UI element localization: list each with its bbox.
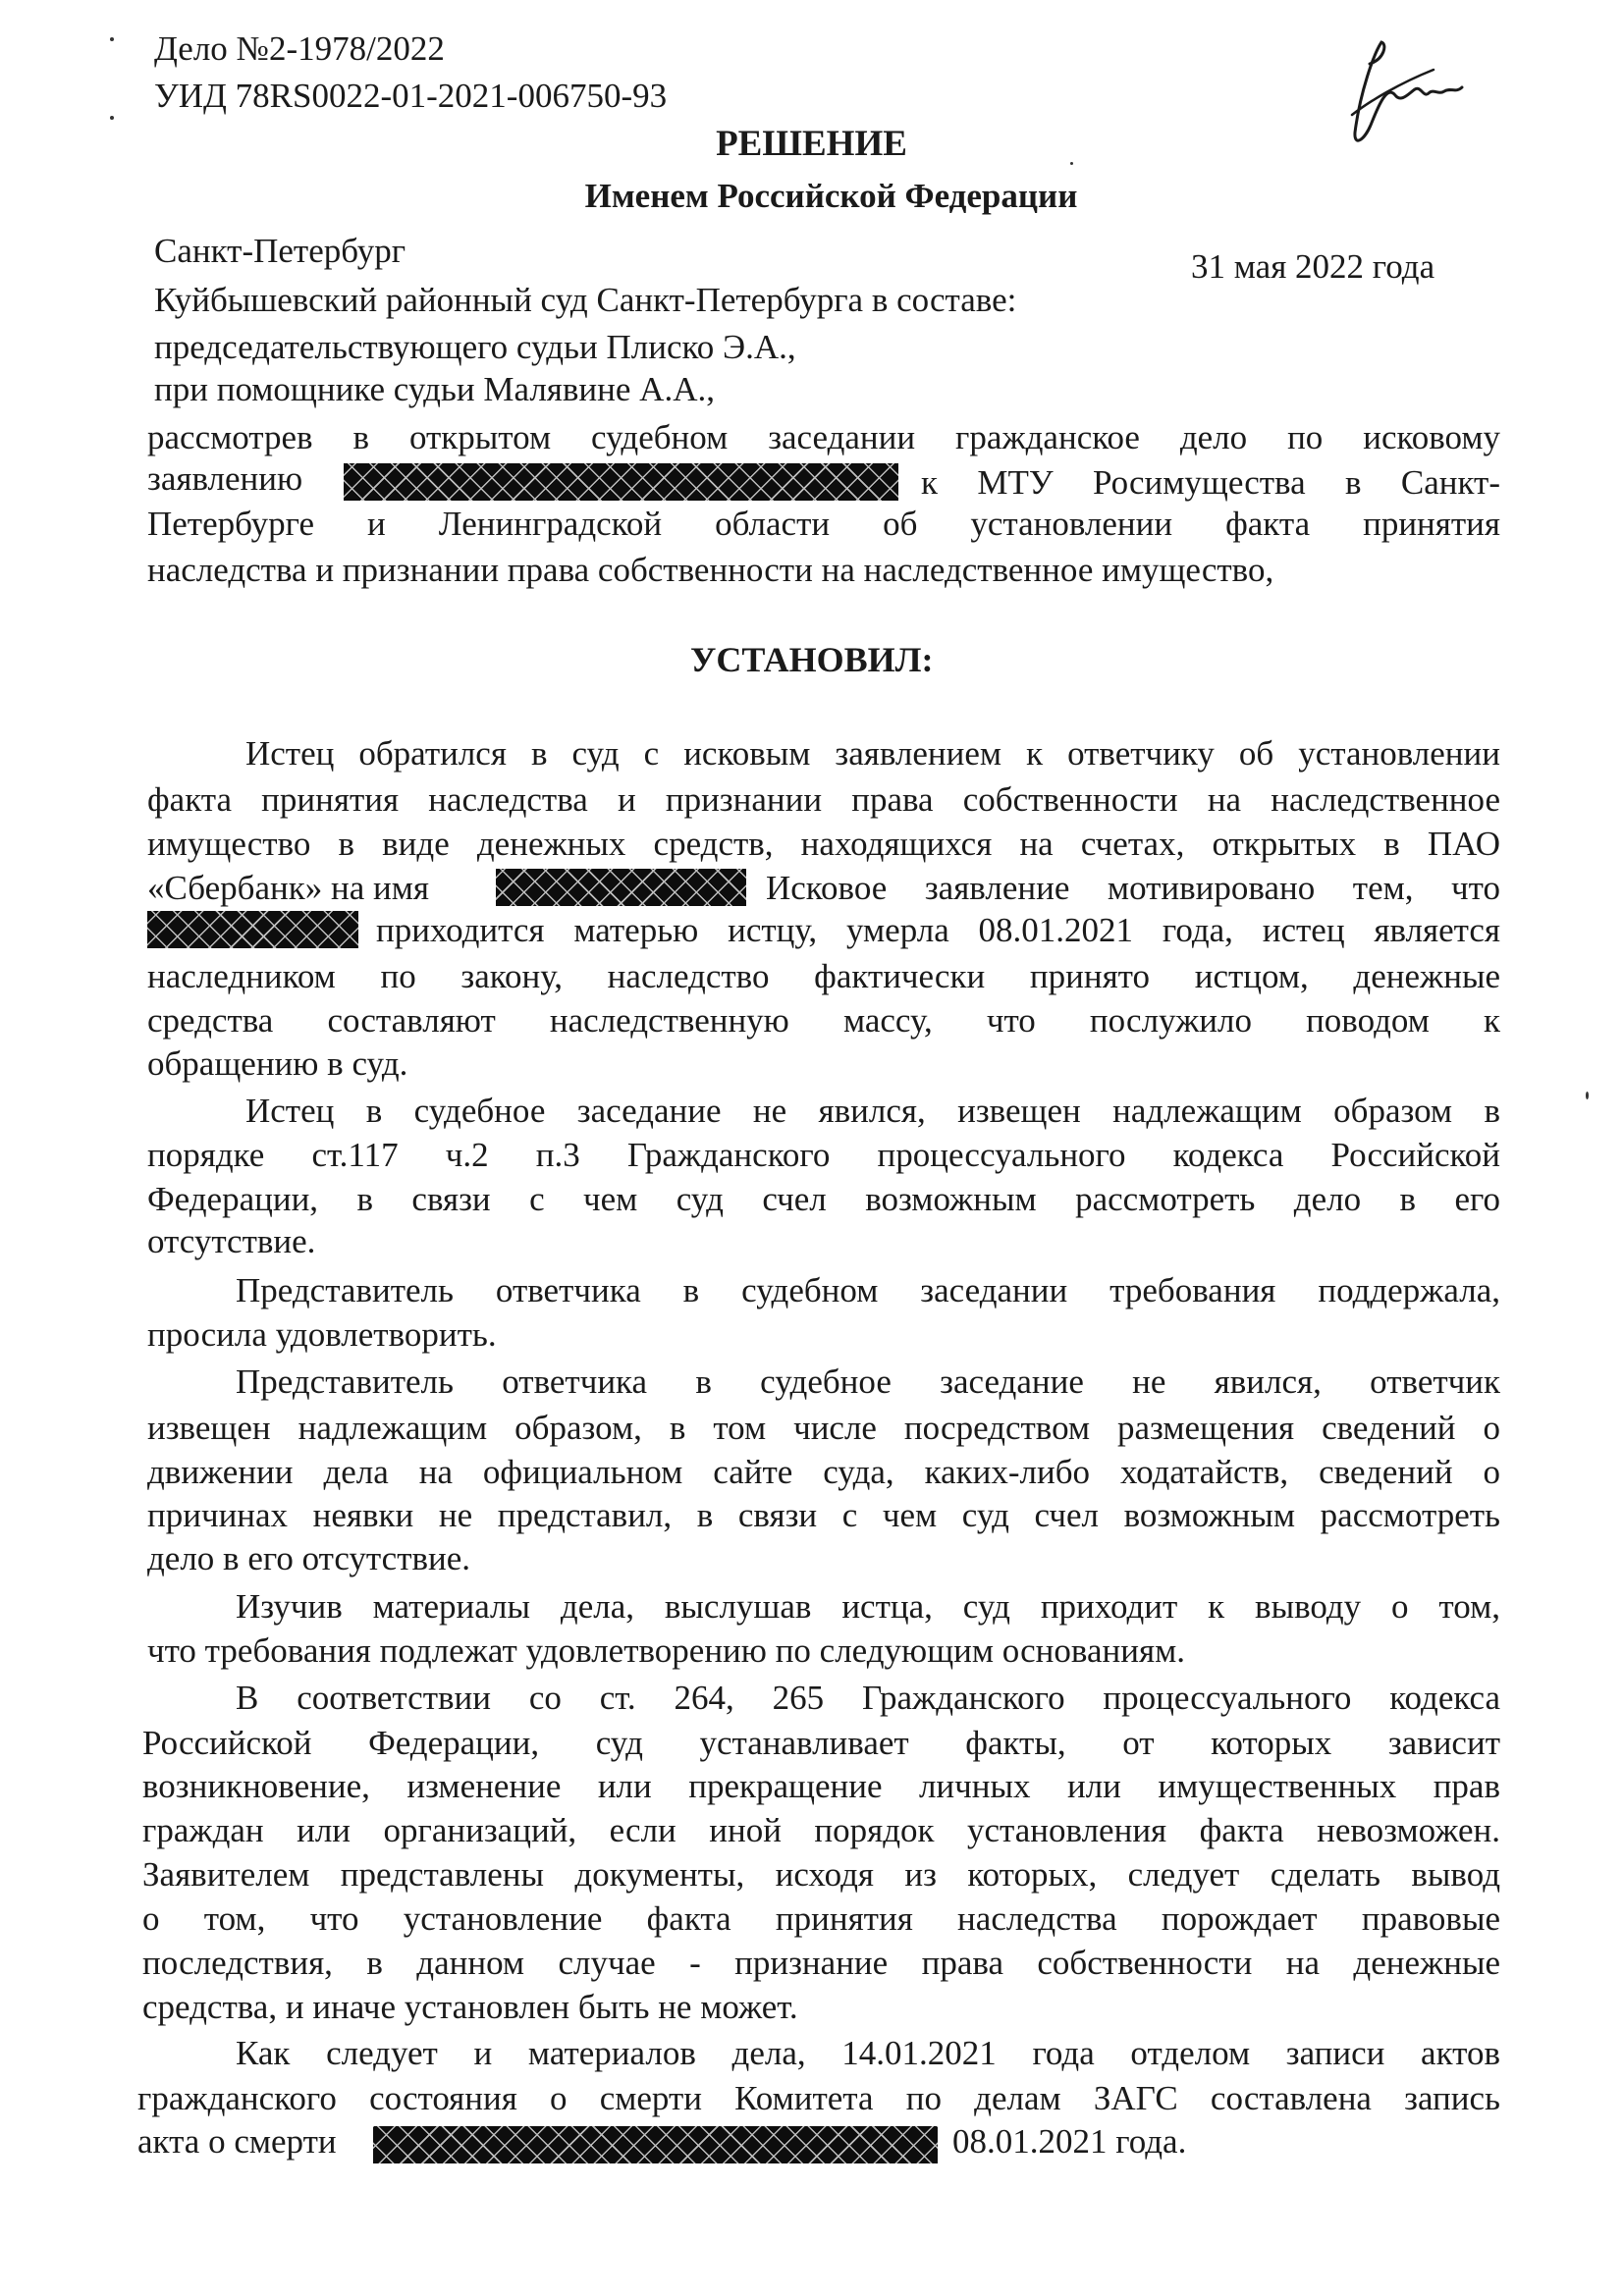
p5-line-2: что требования подлежат удовлетворению по следующим основаниям. bbox=[147, 1631, 1185, 1670]
document-title: РЕШЕНИЕ bbox=[716, 124, 907, 164]
claim-end: к МТУ Росимущества в Санкт- bbox=[921, 463, 1500, 502]
court-composition: Куйбышевский районный суд Санкт-Петербурга в составе: bbox=[154, 281, 1017, 319]
p6-line-7: последствия, в данном случае - признание права собственности на денежные bbox=[142, 1944, 1500, 1982]
established-heading: УСТАНОВИЛ: bbox=[690, 640, 934, 679]
p1-line-6: наследником по закону, наследство фактически принято истцом, денежные bbox=[147, 957, 1500, 995]
redacted-plaintiff bbox=[344, 463, 898, 501]
p1-line-8: обращению в суд. bbox=[147, 1044, 408, 1083]
redacted-deceased-3 bbox=[373, 2126, 938, 2163]
uid-number: УИД 78RS0022-01-2021-006750-93 bbox=[154, 77, 668, 115]
p1-line-1: Истец обратился в суд с исковым заявлением к ответчику об установлении bbox=[245, 734, 1500, 773]
p6-line-4: граждан или организаций, если иной порядок установления факта невозможен. bbox=[142, 1811, 1500, 1849]
p2-line-4: отсутствие. bbox=[147, 1222, 316, 1260]
intro-line-1: рассмотрев в открытом судебном заседании гражданское дело по исковому bbox=[147, 418, 1500, 456]
p1-line-3: имущество в виде денежных средств, находящихся на счетах, открытых в ПАО bbox=[147, 825, 1500, 863]
scan-speck bbox=[110, 116, 114, 120]
scan-speck bbox=[1586, 1092, 1589, 1099]
p4-line-1: Представитель ответчика в судебное заседание не явился, ответчик bbox=[236, 1362, 1500, 1401]
judge-assistant: при помощнике судьи Малявине А.А., bbox=[154, 370, 715, 408]
p3-line-1: Представитель ответчика в судебном заседании требования поддержала, bbox=[236, 1271, 1500, 1309]
case-number: Дело №2-1978/2022 bbox=[154, 29, 445, 68]
p5-line-1: Изучив материалы дела, выслушав истца, суд приходит к выводу о том, bbox=[236, 1587, 1500, 1626]
p6-line-5: Заявителем представлены документы, исходя из которых, следует сделать вывод bbox=[142, 1855, 1500, 1894]
intro-line-4: наследства и признании права собственности на наследственное имущество, bbox=[147, 551, 1274, 589]
p4-line-4: причинах неявки не представил, в связи с чем суд счел возможным рассмотреть bbox=[147, 1496, 1500, 1534]
p6-line-1: В соответствии со ст. 264, 265 Гражданского процессуального кодекса bbox=[236, 1679, 1500, 1717]
p1-line-7: средства составляют наследственную массу, что послужило поводом к bbox=[147, 1001, 1500, 1040]
scan-speck bbox=[110, 37, 114, 41]
p7-line-1: Как следует и материалов дела, 14.01.2021 года отделом записи актов bbox=[236, 2034, 1500, 2072]
p4-line-2: извещен надлежащим образом, в том числе посредством размещения сведений о bbox=[147, 1409, 1500, 1447]
p2-line-3: Федерации, в связи с чем суд счел возможным рассмотреть дело в его bbox=[147, 1180, 1500, 1218]
p2-line-2: порядке ст.117 ч.2 п.3 Гражданского процессуального кодекса Российской bbox=[147, 1136, 1500, 1174]
scan-speck bbox=[1070, 162, 1073, 165]
p7-line-3b: 08.01.2021 года. bbox=[952, 2122, 1187, 2161]
redacted-deceased-1 bbox=[496, 869, 746, 906]
p1-line-2: факта принятия наследства и признании права собственности на наследственное bbox=[147, 780, 1500, 819]
document-subtitle: Именем Российской Федерации bbox=[584, 177, 1078, 215]
p6-line-3: возникновение, изменение или прекращение личных или имущественных прав bbox=[142, 1767, 1500, 1805]
p6-line-6: о том, что установление факта принятия наследства порождает правовые bbox=[142, 1899, 1500, 1938]
p6-line-8: средства, и иначе установлен быть не может. bbox=[142, 1988, 798, 2026]
p7-line-3a: акта о смерти bbox=[137, 2122, 337, 2161]
p4-line-3: движении дела на официальном сайте суда, каких-либо ходатайств, сведений о bbox=[147, 1453, 1500, 1491]
redacted-deceased-2 bbox=[147, 911, 358, 948]
p7-line-2: гражданского состояния о смерти Комитета по делам ЗАГС составлена запись bbox=[137, 2079, 1500, 2117]
p3-line-2: просила удовлетворить. bbox=[147, 1315, 497, 1354]
intro-line-3: Петербурге и Ленинградской области об установлении факта принятия bbox=[147, 505, 1500, 543]
place: Санкт-Петербург bbox=[154, 232, 406, 270]
p6-line-2: Российской Федерации, суд устанавливает факты, от которых зависит bbox=[142, 1724, 1500, 1762]
claim-start: заявлению bbox=[147, 459, 303, 498]
p2-line-1: Истец в судебное заседание не явился, извещен надлежащим образом в bbox=[245, 1092, 1500, 1130]
p1-line-5: приходится матерью истцу, умерла 08.01.2021 года, истец является bbox=[376, 911, 1500, 949]
p1-line-4b: Исковое заявление мотивировано тем, что bbox=[766, 869, 1500, 907]
presiding-judge: председательствующего судьи Плиско Э.А., bbox=[154, 328, 796, 366]
p1-line-4a: «Сбербанк» на имя bbox=[147, 869, 429, 907]
decision-date: 31 мая 2022 года bbox=[1191, 247, 1435, 286]
p4-line-5: дело в его отсутствие. bbox=[147, 1539, 471, 1577]
